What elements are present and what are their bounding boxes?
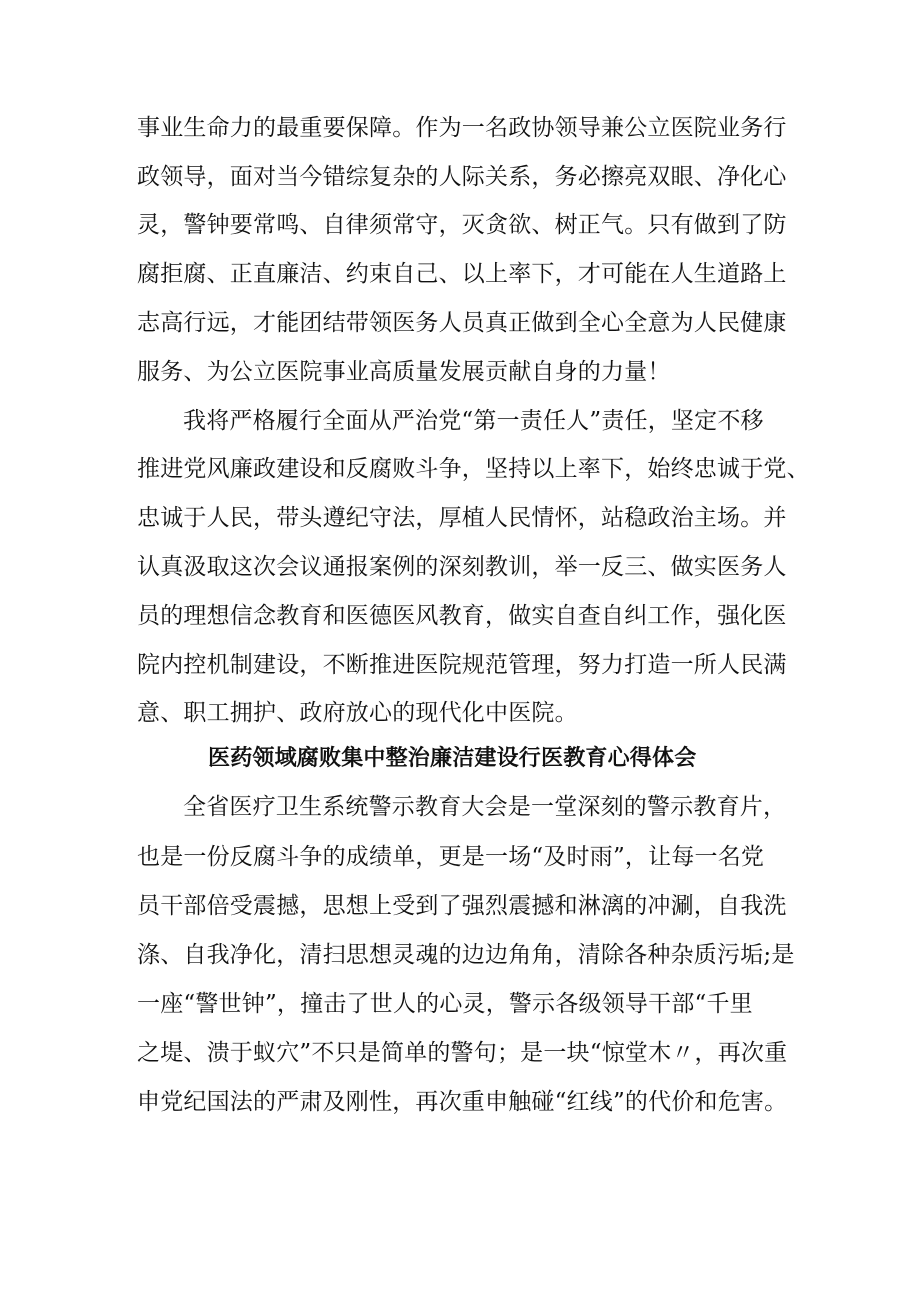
paragraph-2-line-4: 认真汲取这次会议通报案例的深刻教训，举一反三、做实医务人 bbox=[137, 554, 787, 580]
paragraph-1-line-2: 政领导，面对当今错综复杂的人际关系，务必擦亮双眼、净化心 bbox=[137, 164, 787, 190]
paragraph-3-line-6: 之堤、溃于蚁穴”不只是简单的警句；是一块“惊堂木〃，再次重 bbox=[137, 1040, 788, 1066]
paragraph-2-line-2: 推进党风廉政建设和反腐败斗争，坚持以上率下，始终忠诚于党、 bbox=[137, 456, 810, 482]
paragraph-3-line-7: 申党纪国法的严肃及刚性，再次重申触碰“红线”的代价和危害。 bbox=[137, 1089, 788, 1115]
section-title: 医药领域腐败集中整治廉洁建设行医教育心得体会 bbox=[208, 746, 697, 771]
paragraph-1-line-3: 灵，警钟要常鸣、自律须常守，灭贪欲、树正气。只有做到了防 bbox=[137, 212, 787, 238]
paragraph-3-line-2: 也是一份反腐斗争的成绩单，更是一场“及时雨”，让每一名党 bbox=[137, 844, 765, 870]
paragraph-3-line-1: 全省医疗卫生系统警示教育大会是一堂深刻的警示教育片， bbox=[183, 794, 787, 820]
paragraph-3-line-3: 员干部倍受震撼，思想上受到了强烈震撼和淋漓的冲涮，自我洗 bbox=[137, 893, 787, 919]
paragraph-1-line-5: 志高行远，才能团结带领医务人员真正做到全心全意为人民健康 bbox=[137, 310, 787, 336]
paragraph-2-line-1: 我将严格履行全面从严治党“第一责任人”责任，坚定不移 bbox=[183, 408, 764, 434]
paragraph-2-line-5: 员的理想信念教育和医德医风教育，做实自查自纠工作，强化医 bbox=[137, 603, 787, 629]
paragraph-1-line-1: 事业生命力的最重要保障。作为一名政协领导兼公立医院业务行 bbox=[137, 115, 787, 141]
paragraph-1-line-4: 腐拒腐、正直廉洁、约束自己、以上率下，才可能在人生道路上 bbox=[137, 261, 787, 287]
paragraph-3-line-4: 涤、自我净化，清扫思想灵魂的边边角角，清除各种杂质污垢;是 bbox=[137, 942, 795, 968]
paragraph-1-line-6: 服务、为公立医院事业高质量发展贡献自身的力量！ bbox=[137, 359, 671, 385]
paragraph-3-line-5: 一座“警世钟”，撞击了世人的心灵，警示各级领导干部“千里 bbox=[137, 991, 753, 1017]
paragraph-2-line-6: 院内控机制建设，不断推进医院规范管理，努力打造一所人民满 bbox=[137, 652, 787, 678]
paragraph-2-line-7: 意、职工拥护、政府放心的现代化中医院。 bbox=[137, 700, 578, 726]
paragraph-2-line-3: 忠诚于人民，带头遵纪守法，厚植人民情怀，站稳政治主场。并 bbox=[137, 505, 787, 531]
